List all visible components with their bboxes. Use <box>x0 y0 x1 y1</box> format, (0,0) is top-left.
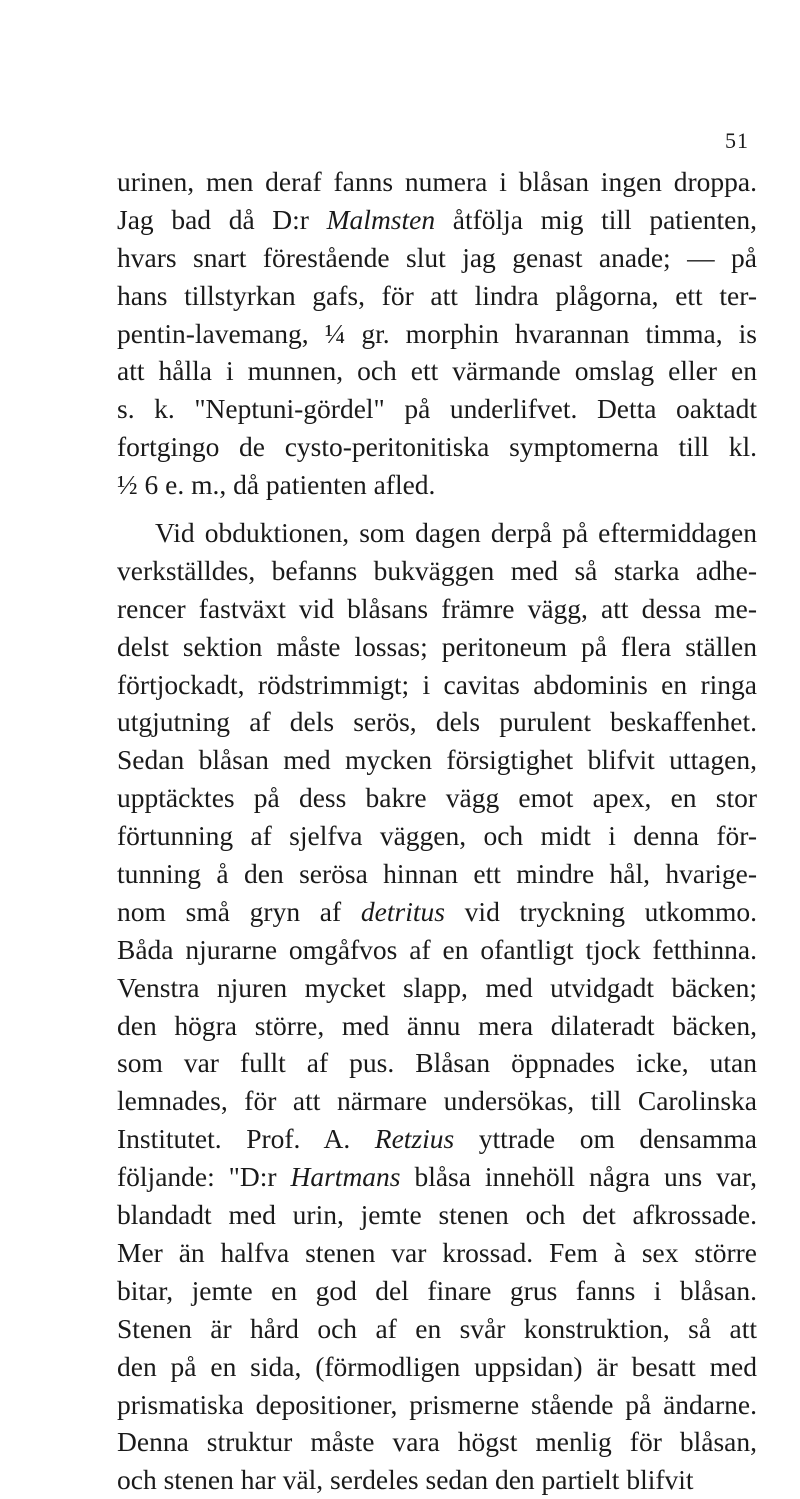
text-line: förtjockadt, rödstrimmigt; i cavitas abdominis en ringa <box>117 668 757 700</box>
italic-name: detritus <box>360 895 445 927</box>
text-line: förtunning af sjelfva väggen, och midt i denna för- <box>117 820 757 852</box>
text-line: pentin-lavemang, ¼ gr. morphin hvarannan timma, is <box>117 317 757 349</box>
text-line: prismatiska depositioner, prismerne stående på ändarne. <box>117 1388 757 1420</box>
body-text <box>117 163 757 1499</box>
paragraph <box>117 514 757 1499</box>
text-line: ½ 6 e. m., då patienten afled. <box>117 469 436 501</box>
text-line: och stenen har väl, serdeles sedan den partielt blifvit <box>117 1464 694 1496</box>
text-line: Sedan blåsan med mycken försigtighet blifvit uttagen, <box>117 744 757 776</box>
italic-name: Retzius <box>374 1123 455 1155</box>
text-line: den högra större, med ännu mera dilateradt bäcken, <box>117 1009 757 1041</box>
text-line: verkställdes, befanns bukväggen med så starka adhe- <box>117 554 757 586</box>
text-line: fortgingo de cysto-peritonitiska symptomerna till kl. <box>117 431 757 463</box>
text-line: hans tillstyrkan gafs, för att lindra plågorna, ett ter- <box>117 279 757 311</box>
paragraph-gap <box>117 504 757 514</box>
text-line: Stenen är hård och af en svår konstruktion, så att <box>117 1312 757 1344</box>
text-line: Båda njurarne omgåfvos af en ofantligt tjock fetthinna. <box>117 933 757 965</box>
text-line: att hålla i munnen, och ett värmande omslag eller en <box>117 355 757 387</box>
text-line: nom små gryn af detritus vid tryckning utkommo. <box>117 895 757 927</box>
text-line: Denna struktur måste vara högst menlig för blåsan, <box>117 1426 757 1458</box>
text-line: Vid obduktionen, som dagen derpå på eftermiddagen <box>155 517 757 549</box>
text-line: s. k. "Neptuni-gördel" på underlifvet. Detta oaktadt <box>117 393 757 425</box>
page-number: 51 <box>725 128 749 153</box>
text-line: den på en sida, (förmodligen uppsidan) är besatt med <box>117 1350 757 1382</box>
text-line: delst sektion måste lossas; peritoneum på flera ställen <box>117 630 757 662</box>
text-line: som var fullt af pus. Blåsan öppnades icke, utan <box>117 1047 757 1079</box>
text-line: Institutet. Prof. A. Retzius yttrade om densamma <box>117 1123 757 1155</box>
text-line: hvars snart förestående slut jag genast anade; — på <box>117 241 757 273</box>
text-line: rencer fastväxt vid blåsans främre vägg, att dessa me- <box>117 592 757 624</box>
text-line: utgjutning af dels serös, dels purulent beskaffenhet. <box>117 706 757 738</box>
text-line: bitar, jemte en god del finare grus fanns i blåsan. <box>117 1274 757 1306</box>
text-line: Mer än halfva stenen var krossad. Fem à sex större <box>117 1236 757 1268</box>
text-line: upptäcktes på dess bakre vägg emot apex, en stor <box>117 782 757 814</box>
text-line: lemnades, för att närmare undersökas, till Carolinska <box>117 1085 757 1117</box>
text-line: blandadt med urin, jemte stenen och det afkrossade. <box>117 1199 757 1231</box>
text-line: urinen, men deraf fanns numera i blåsan ingen droppa. <box>117 166 757 197</box>
text-line: tunning å den serösa hinnan ett mindre hål, hvarige- <box>117 858 757 890</box>
italic-name: Hartmans <box>290 1161 401 1193</box>
text-line: följande: "D:r Hartmans blåsa innehöll några uns var, <box>117 1161 757 1193</box>
text-line: Jag bad då D:r Malmsten åtfölja mig till patienten, <box>117 203 758 235</box>
paragraph <box>117 163 757 504</box>
text-line: Venstra njuren mycket slapp, med utvidgadt bäcken; <box>117 971 757 1003</box>
italic-name: Malmsten <box>326 203 436 235</box>
